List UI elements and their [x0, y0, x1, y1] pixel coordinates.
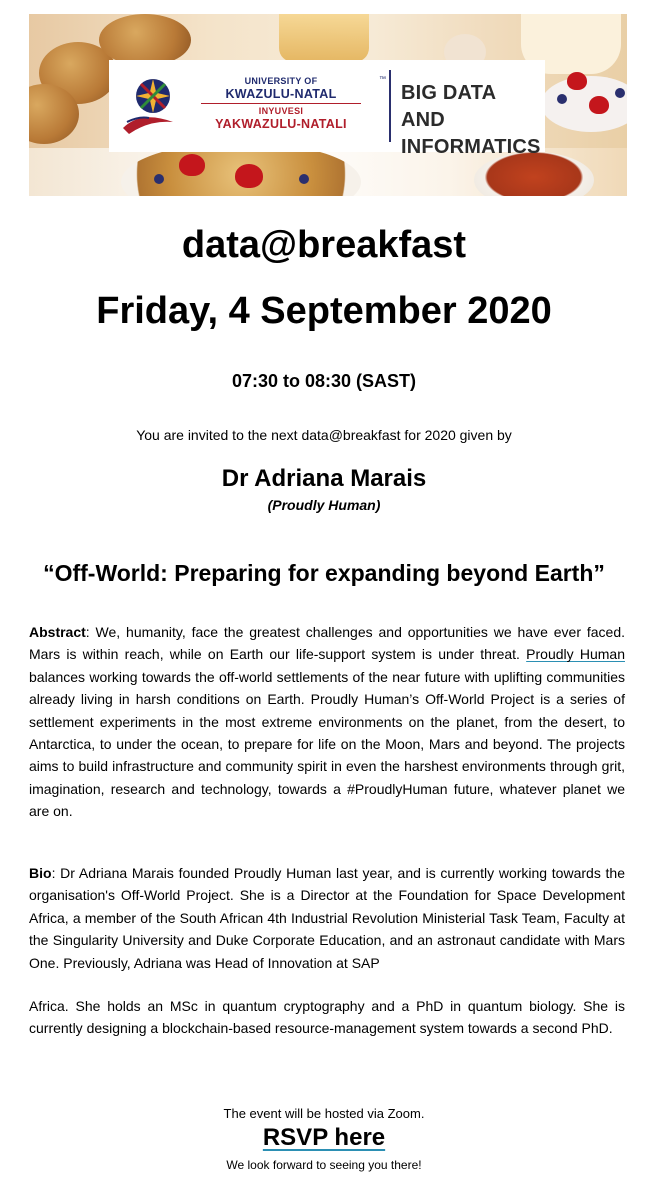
blueberry-image	[615, 88, 625, 98]
trademark-symbol: ™	[379, 76, 386, 83]
uni-line-1: UNIVERSITY OF	[244, 76, 318, 86]
hosted-note: The event will be hosted via Zoom.	[223, 1106, 425, 1121]
bio-paragraph-continued: Africa. She holds an MSc in quantum cryptography and a PhD in quantum biology. She is currently designing a blockchain-based resource-management system towards a second PhD.	[29, 998, 625, 1037]
strawberry-image	[235, 164, 263, 188]
closing-note: We look forward to seeing you there!	[226, 1158, 422, 1172]
speaker-name: Dr Adriana Marais	[221, 465, 427, 492]
rsvp-container	[0, 1122, 648, 1154]
strawberry-image	[589, 96, 609, 114]
university-name	[181, 76, 381, 131]
speaker-affiliation: (Proudly Human)	[267, 497, 381, 513]
cookie-image	[99, 14, 191, 66]
abstract-text-1: : We, humanity, face the greatest challenges and opportunities we have ever faced. Mars is within reach, while on Earth our life-support system is under threat.	[29, 624, 625, 663]
logo-divider	[389, 70, 391, 142]
unit-name	[401, 80, 545, 161]
ukzn-logo	[109, 60, 545, 158]
strawberry-image	[179, 154, 205, 176]
uni-line-2: KWAZULU-NATAL	[225, 87, 337, 101]
event-title: data@breakfast	[181, 224, 467, 266]
bio-text-1: : Dr Adriana Marais founded Proudly Human last year, and is currently working towards the organisation's Off-World Project. She is a Director at the Foundation for Space Development Africa, a member of the South African 4th Industrial Revolution Ministerial Task Team, Faculty at the Singularity University and Duke Corporate Education, and an astronaut candidate with Mars One. Previously, Adriana was Head of Innovation at SAP	[29, 865, 625, 971]
proudly-human-link[interactable]: Proudly Human	[526, 646, 625, 663]
event-time: 07:30 to 08:30 (SAST)	[231, 371, 417, 391]
blueberry-image	[299, 174, 309, 184]
invite-text: You are invited to the next data@breakfast for 2020 given by	[136, 427, 512, 443]
strawberry-image	[567, 72, 587, 90]
blueberry-image	[557, 94, 567, 104]
talk-title: “Off-World: Preparing for expanding beyond Earth”	[43, 560, 605, 586]
abstract-label: Abstract	[29, 624, 86, 640]
uni-line-4: YAKWAZULU-NATALI	[215, 117, 347, 131]
abstract-text-2: balances working towards the off-world settlements of the near future with uplifting communities already living in harsh conditions on Earth. Proudly Human’s Off-World Project is a series of settlement experiments in the most extreme environments on the planet, from the desert, to Antarctica, to under the ocean, to prepare for life on the Moon, Mars and beyond. The projects aims to build infrastructure and community spirit in even the harshest environments through grit, imagination, research and technology, towards a #ProudlyHuman future, whatever planet we are on.	[29, 668, 625, 820]
unit-line-2: AND INFORMATICS	[401, 109, 541, 158]
abstract-paragraph	[29, 621, 625, 823]
bio-label: Bio	[29, 865, 52, 881]
bio-paragraph	[29, 862, 625, 974]
blueberry-image	[154, 174, 164, 184]
ukzn-crest-icon	[119, 72, 177, 138]
unit-line-1: BIG DATA	[401, 82, 497, 104]
honey-jar-image	[279, 14, 369, 62]
uni-divider	[201, 103, 361, 104]
rsvp-link[interactable]: RSVP here	[262, 1124, 386, 1151]
uni-line-3: INYUVESI	[258, 106, 304, 116]
event-date: Friday, 4 September 2020	[96, 290, 552, 332]
